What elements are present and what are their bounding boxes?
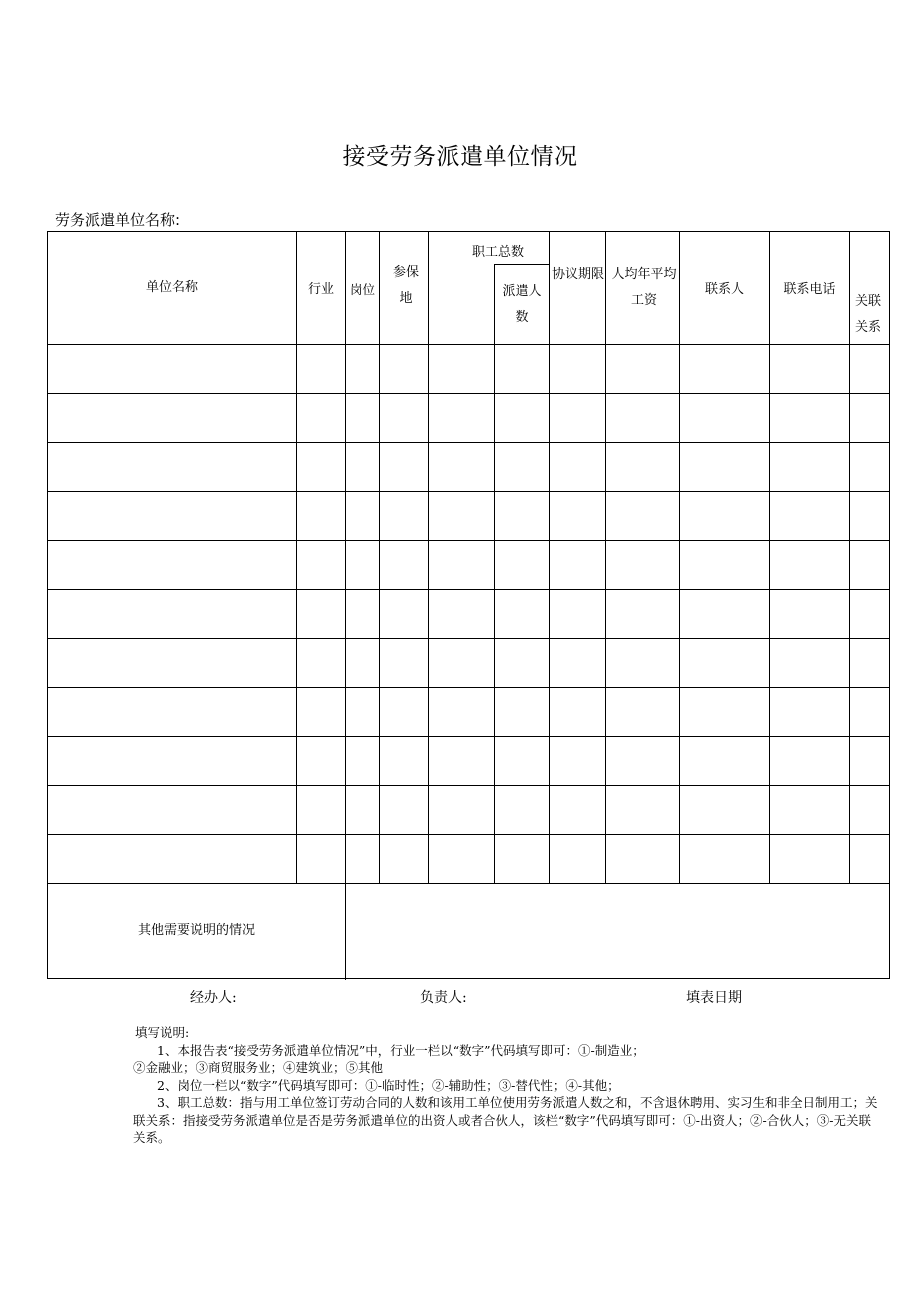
fill-date-label: 填表日期 — [686, 990, 742, 1006]
filling-instructions — [135, 1024, 880, 1147]
responsible-label: 负责人: — [420, 990, 467, 1006]
row-divider — [48, 687, 889, 688]
col-divider — [494, 264, 495, 883]
header-contact-phone: 联系电话 — [783, 282, 836, 297]
header-avg-salary: 人均年平均工资 — [611, 267, 677, 308]
row-divider — [48, 589, 889, 590]
header-industry: 行业 — [307, 282, 334, 297]
header-unit-name: 单位名称 — [145, 280, 198, 295]
row-divider — [48, 638, 889, 639]
header-insured-place: 参保地 — [392, 265, 419, 306]
instruction-line: ②金融业；③商贸服务业；④建筑业；⑤其他 — [133, 1060, 384, 1075]
header-position: 岗位 — [349, 282, 375, 297]
handler-label: 经办人: — [190, 990, 237, 1006]
row-divider — [48, 442, 889, 443]
dispatch-unit-table — [47, 231, 890, 979]
row-divider — [48, 491, 889, 492]
header-total-staff: 职工总数 — [471, 245, 524, 260]
row-divider — [48, 785, 889, 786]
header-dispatched-count: 派遣人数 — [502, 284, 542, 325]
other-notes-label: 其他需要说明的情况 — [137, 923, 255, 938]
instruction-line: 3、职工总数：指与用工单位签订劳动合同的人数和该用工单位使用劳务派遣人数之和，不含退休聘用、实习生和非全日制用工；关联关系：指接受劳务派遣单位是否是劳务派遣单位的出资人或者合伙人，该栏“数字”代码填写即可：①-出资人；②-合伙人；③-无关联关系。 — [133, 1095, 878, 1145]
row-divider — [48, 736, 889, 737]
header-agreement-term: 协议期限 — [552, 267, 605, 282]
row-divider — [48, 540, 889, 541]
row-divider — [48, 834, 889, 835]
instructions-heading: 填写说明: — [135, 1025, 190, 1040]
page-title: 接受劳务派遣单位情况 — [342, 144, 578, 170]
row-divider — [48, 393, 889, 394]
header-related: 关联关系 — [854, 294, 881, 335]
row-divider — [48, 883, 889, 884]
instruction-line: 2、岗位一栏以“数字”代码填写即可：①-临时性；②-辅助性；③-替代性；④-其他； — [157, 1077, 620, 1093]
instruction-line: 1、本报告表“接受劳务派遣单位情况”中，行业一栏以“数字”代码填写即可：①-制造业； — [157, 1042, 645, 1058]
header-contact-person: 联系人 — [704, 282, 744, 297]
row-divider — [48, 344, 889, 345]
dispatch-unit-name-label: 劳务派遣单位名称: — [55, 211, 181, 229]
